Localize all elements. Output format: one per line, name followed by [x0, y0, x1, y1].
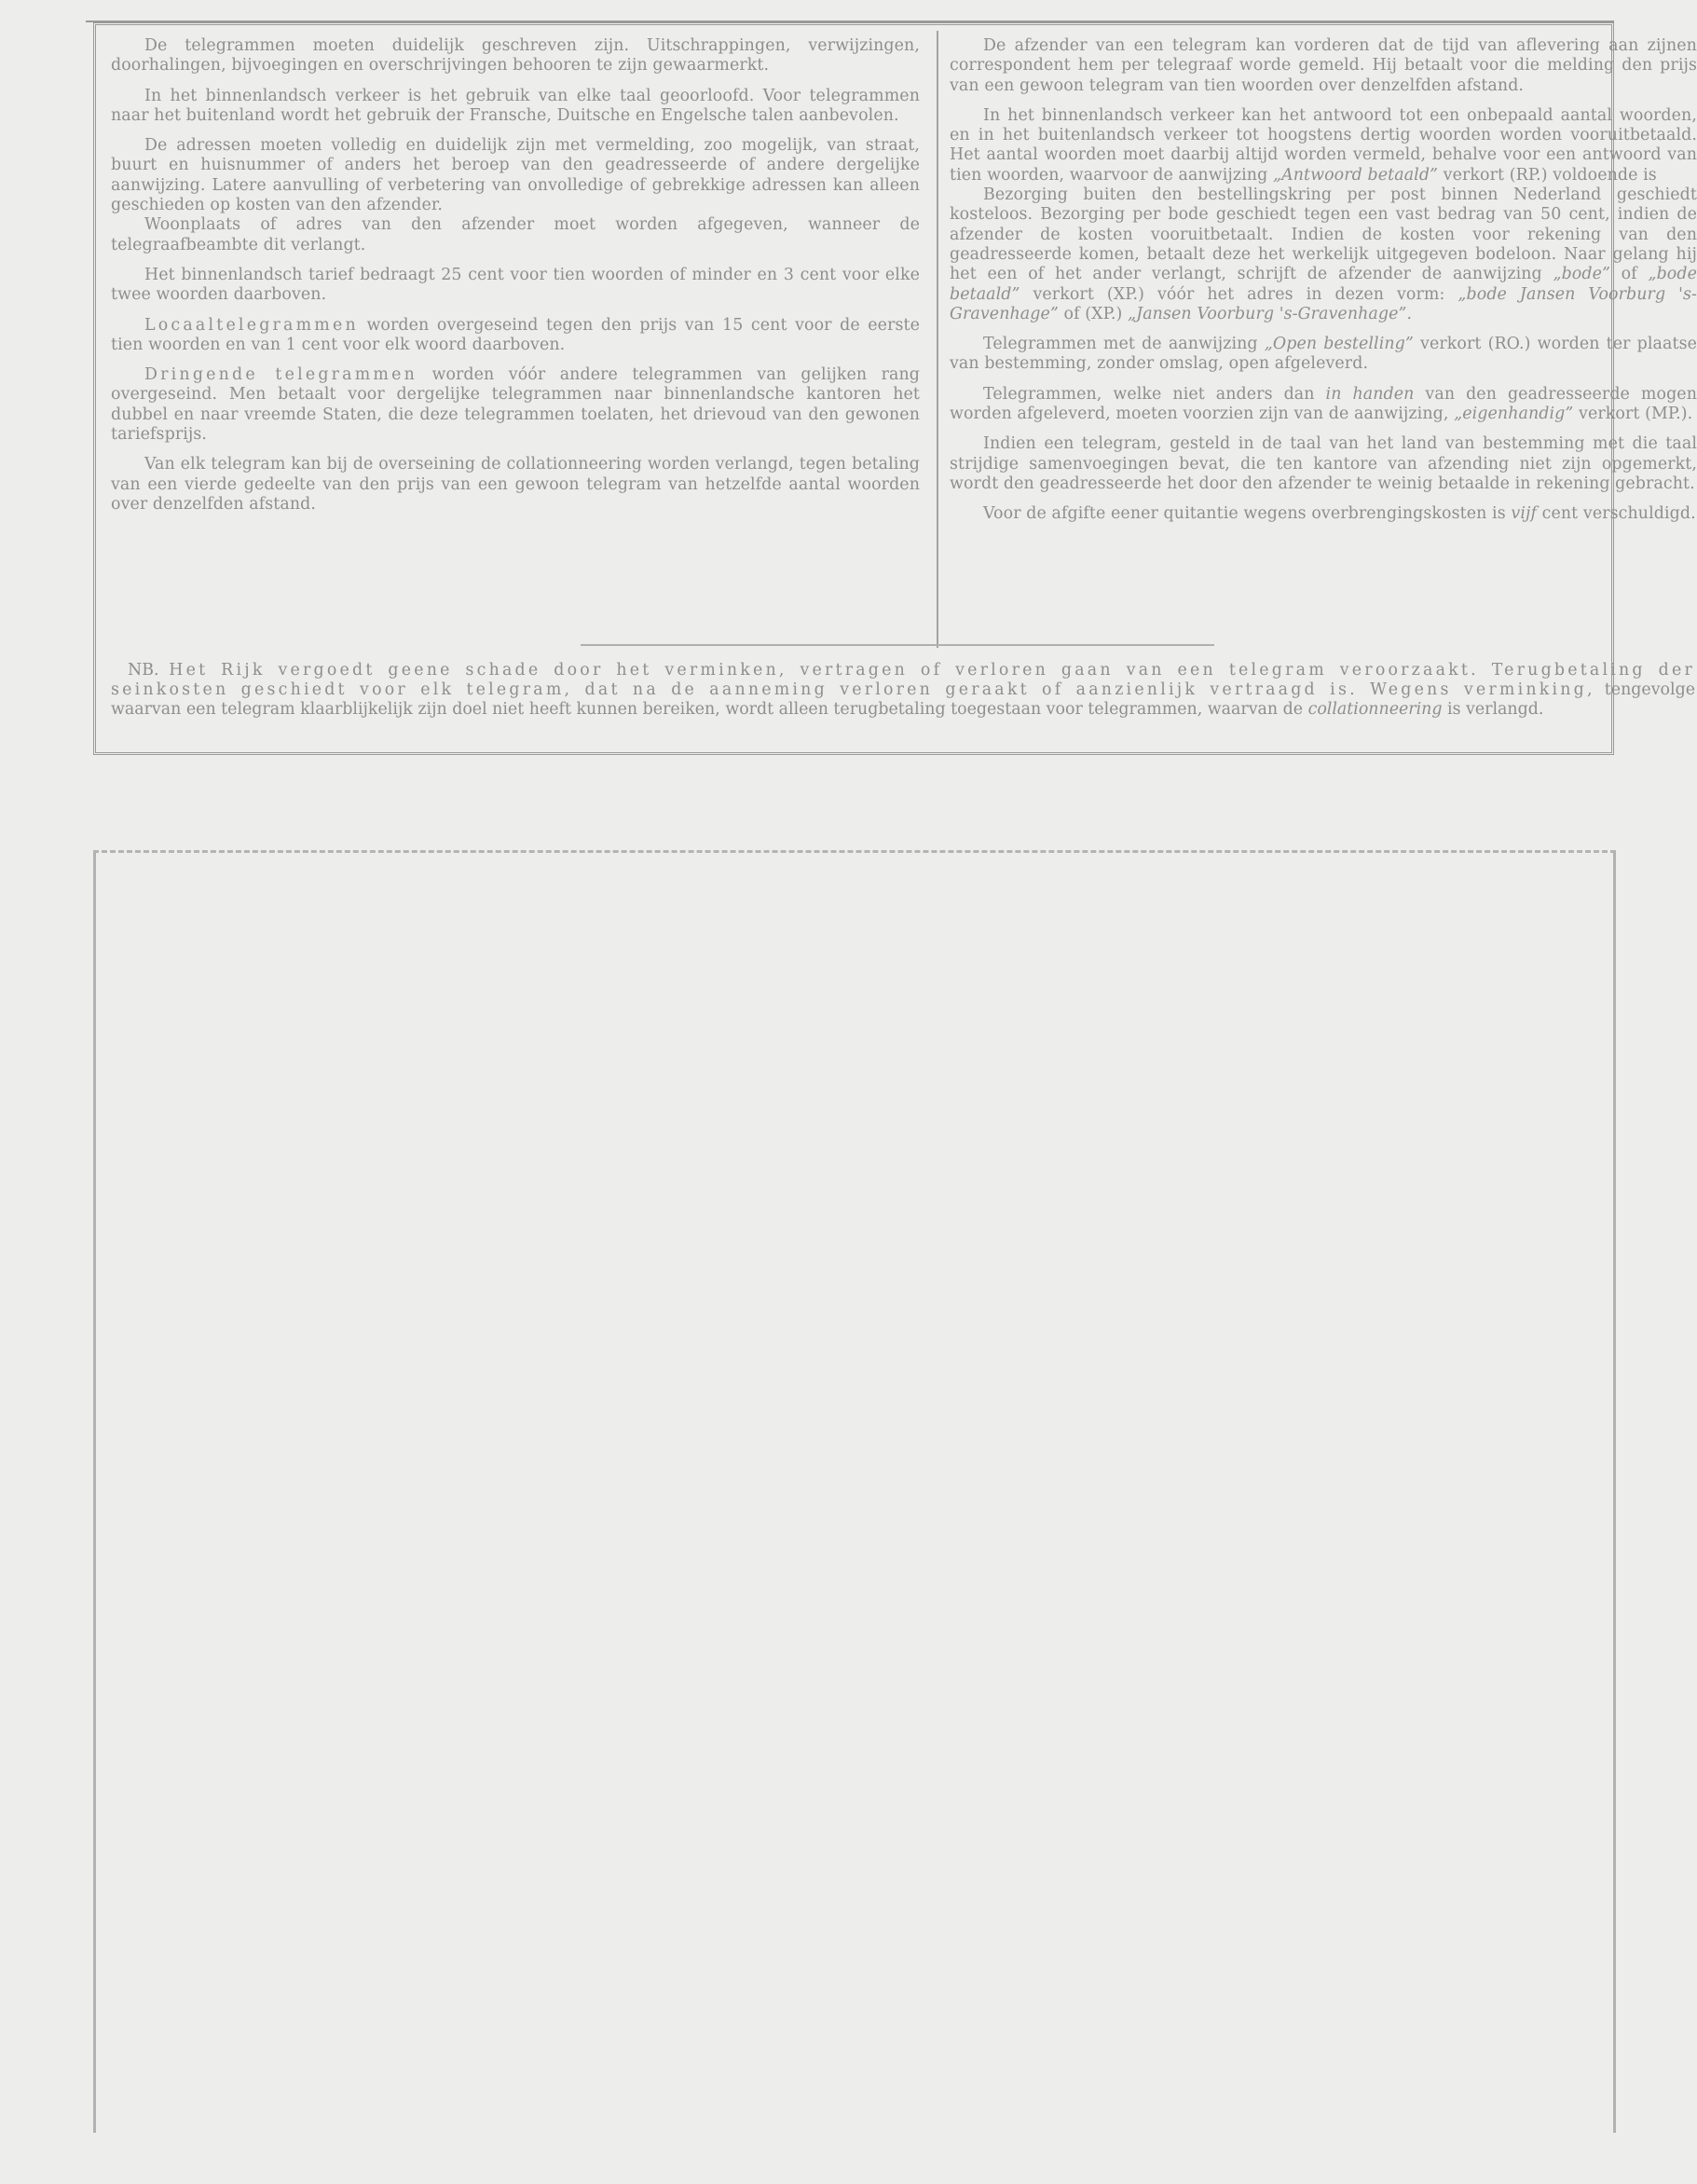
nb-liability-text: Het Rijk vergoedt geene schade door het verminken, vertragen of verloren gaan van een telegram veroorzaakt. Terugbetaling der seinkosten geschiedt voor elk telegram, dat na de aanneming verloren geraakt of aanzienlijk vertraagd is. Wegens verminking,: [111, 661, 1695, 699]
bode-term: „bode”: [1553, 265, 1610, 284]
left-column: [111, 36, 920, 525]
local-telegrams-term: Locaaltelegrammen: [144, 315, 359, 335]
column-divider: [937, 31, 938, 648]
local-telegrams-text: worden overgeseind tegen den prijs van 15 cent voor de eerste tien woorden en van 1 cent voor elk woord daarboven.: [111, 315, 920, 354]
open-delivery-term: „Open bestelling”: [1264, 335, 1414, 354]
paragraph-open-delivery: Telegrammen met de aanwijzing „Open bestelling” verkort (RO.) worden ter plaatse van bestemming, zonder omslag, open afgeleverd.: [950, 335, 1697, 374]
urgent-telegrams-text: worden vóór andere telegrammen van gelijken rang overgeseind. Men betaalt voor dergelijke telegrammen naar binnenlandsche kantoren het dubbel en naar vreemde Staten, die deze telegrammen toelaten, het drievoud van den gewonen tariefsprijs.: [111, 365, 920, 445]
paragraph-urgent-telegrams: [111, 365, 920, 445]
paragraph-reply-paid: In het binnenlandsch verkeer kan het antwoord tot een onbepaald aantal woorden, en in het buitenlandsch verkeer tot hoogstens dertig woorden worden vooruitbetaald. Het aantal woorden moet daarbij altijd worden vermeld, behalve voor een antwoord van tien woorden, waarvoor de aanwijzing „Antwoord betaald” verkort (RP.) voldoende is: [950, 105, 1697, 185]
nb-notice: NB. Het Rijk vergoedt geene schade door het verminken, vertragen of verloren gaan van een telegram veroorzaakt. Terugbetaling der seinkosten geschiedt voor elk telegram, dat na de aanneming verloren geraakt of aanzienlijk vertraagd is. Wegens verminking, tengevolge waarvan een telegram klaarblijkelijk zijn doel niet heeft kunnen bereiken, wordt alleen terugbetaling toegestaan voor telegrammen, waarvan de collationneering is verlangd.: [111, 661, 1695, 719]
paragraph-personal-delivery: Telegrammen, welke niet anders dan in handen van den geadresseerde mogen worden afgeleverd, moeten voorzien zijn van de aanwijzing, „eigenhandig” verkort (MP.).: [950, 384, 1697, 424]
paragraph-domestic-tariff: Het binnenlandsch tarief bedraagt 25 cent voor tien woorden of minder en 3 cent voor elke twee woorden daarboven.: [111, 265, 920, 305]
paragraph-addresses: De adressen moeten volledig en duidelijk zijn met vermelding, zoo mogelijk, van straat, buurt en huisnummer of anders het beroep van den geadresseerde of andere dergelijke aanwijzing. Latere aanvulling of verbetering van onvolledige of gebrekkige adressen kan alleen geschieden op kosten van den afzender.: [111, 136, 920, 215]
nb-separator-rule: [581, 644, 1214, 646]
bode-betaald-term: „bode betaald”: [950, 265, 1697, 304]
paragraph-courier-delivery: Bezorging buiten den bestellingskring per post binnen Nederland geschiedt kosteloos. Bezorging per bode geschiedt tegen een vast bedrag van 50 cent, indien de afzender de kosten vooruitbetaalt. Indien de kosten voor rekening van den geadresseerde komen, betaalt deze het werkelijk uitgegeven bodeloon. Naar gelang hij het een of het ander verlangt, schrijft de afzender de aanwijzing „bode” of „bode betaald” verkort (XP.) vóór het adres in dezen vorm: „bode Jansen Voorburg 's-Gravenhage” of (XP.) „Jansen Voorburg 's-Gravenhage”.: [950, 185, 1697, 323]
in-handen-term: in handen: [1325, 384, 1415, 404]
paragraph-receipt-fee: Voor de afgifte eener quitantie wegens overbrengingskosten is vijf cent verschuldigd.: [983, 504, 1696, 524]
paragraph-legibility: De telegrammen moeten duidelijk geschreven zijn. Uitschrappingen, verwijzingen, doorhalingen, bijvoegingen en overschrijvingen behooren te zijn gewaarmerkt.: [111, 36, 920, 76]
eigenhandig-term: „eigenhandig”: [1454, 405, 1574, 424]
paragraph-collation: Van elk telegram kan bij de overseining de collationneering worden verlangd, tegen betaling van een vierde gedeelte van den prijs van een gewoon telegram van hetzelfde aantal woorden over denzelfden afstand.: [111, 455, 920, 514]
urgent-telegrams-term: Dringende telegrammen: [144, 365, 418, 385]
right-column: [950, 36, 1697, 535]
collationneering-term: collationneering: [1307, 700, 1443, 719]
paragraph-language: In het binnenlandsch verkeer is het gebruik van elke taal geoorloofd. Voor telegrammen naar het buitenland wordt het gebruik der Fransche, Duitsche en Engelsche talen aanbevolen.: [111, 86, 920, 125]
instructions-box: [93, 22, 1697, 755]
paragraph-language-combinations: Indien een telegram, gesteld in de taal van het land van bestemming met die taal strijdige samenvoegingen bevat, die ten kantore van afzending niet zijn opgemerkt, wordt den geadresseerde het door den afzender te weinig betaalde in rekening gebracht.: [950, 434, 1697, 493]
paragraph-sender-address: Woonplaats of adres van den afzender moet worden afgegeven, wanneer de telegraafbeambte dit verlangt.: [111, 215, 920, 254]
reply-paid-term: „Antwoord betaald”: [1272, 165, 1439, 185]
empty-frame: [93, 850, 1616, 2133]
address-example-1: „bode Jansen Voorburg 's-Gravenhage”: [950, 284, 1697, 323]
nb-label: NB.: [128, 661, 170, 680]
nb-refund-text: tengevolge waarvan een telegram klaarblijkelijk zijn doel niet heeft kunnen bereiken, wordt alleen terugbetaling toegestaan voor telegrammen, waarvan de: [111, 680, 1695, 719]
vijf-term: vijf: [1511, 504, 1538, 524]
address-example-2: „Jansen Voorburg 's-Gravenhage”.: [1128, 304, 1413, 323]
paragraph-delivery-notice: De afzender van een telegram kan vorderen dat de tijd van aflevering aan zijnen correspondent hem per telegraaf worde gemeld. Hij betaalt voor die melding den prijs van een gewoon telegram van tien woorden over denzelfden afstand.: [950, 36, 1697, 95]
paragraph-local-telegrams: [111, 316, 920, 356]
